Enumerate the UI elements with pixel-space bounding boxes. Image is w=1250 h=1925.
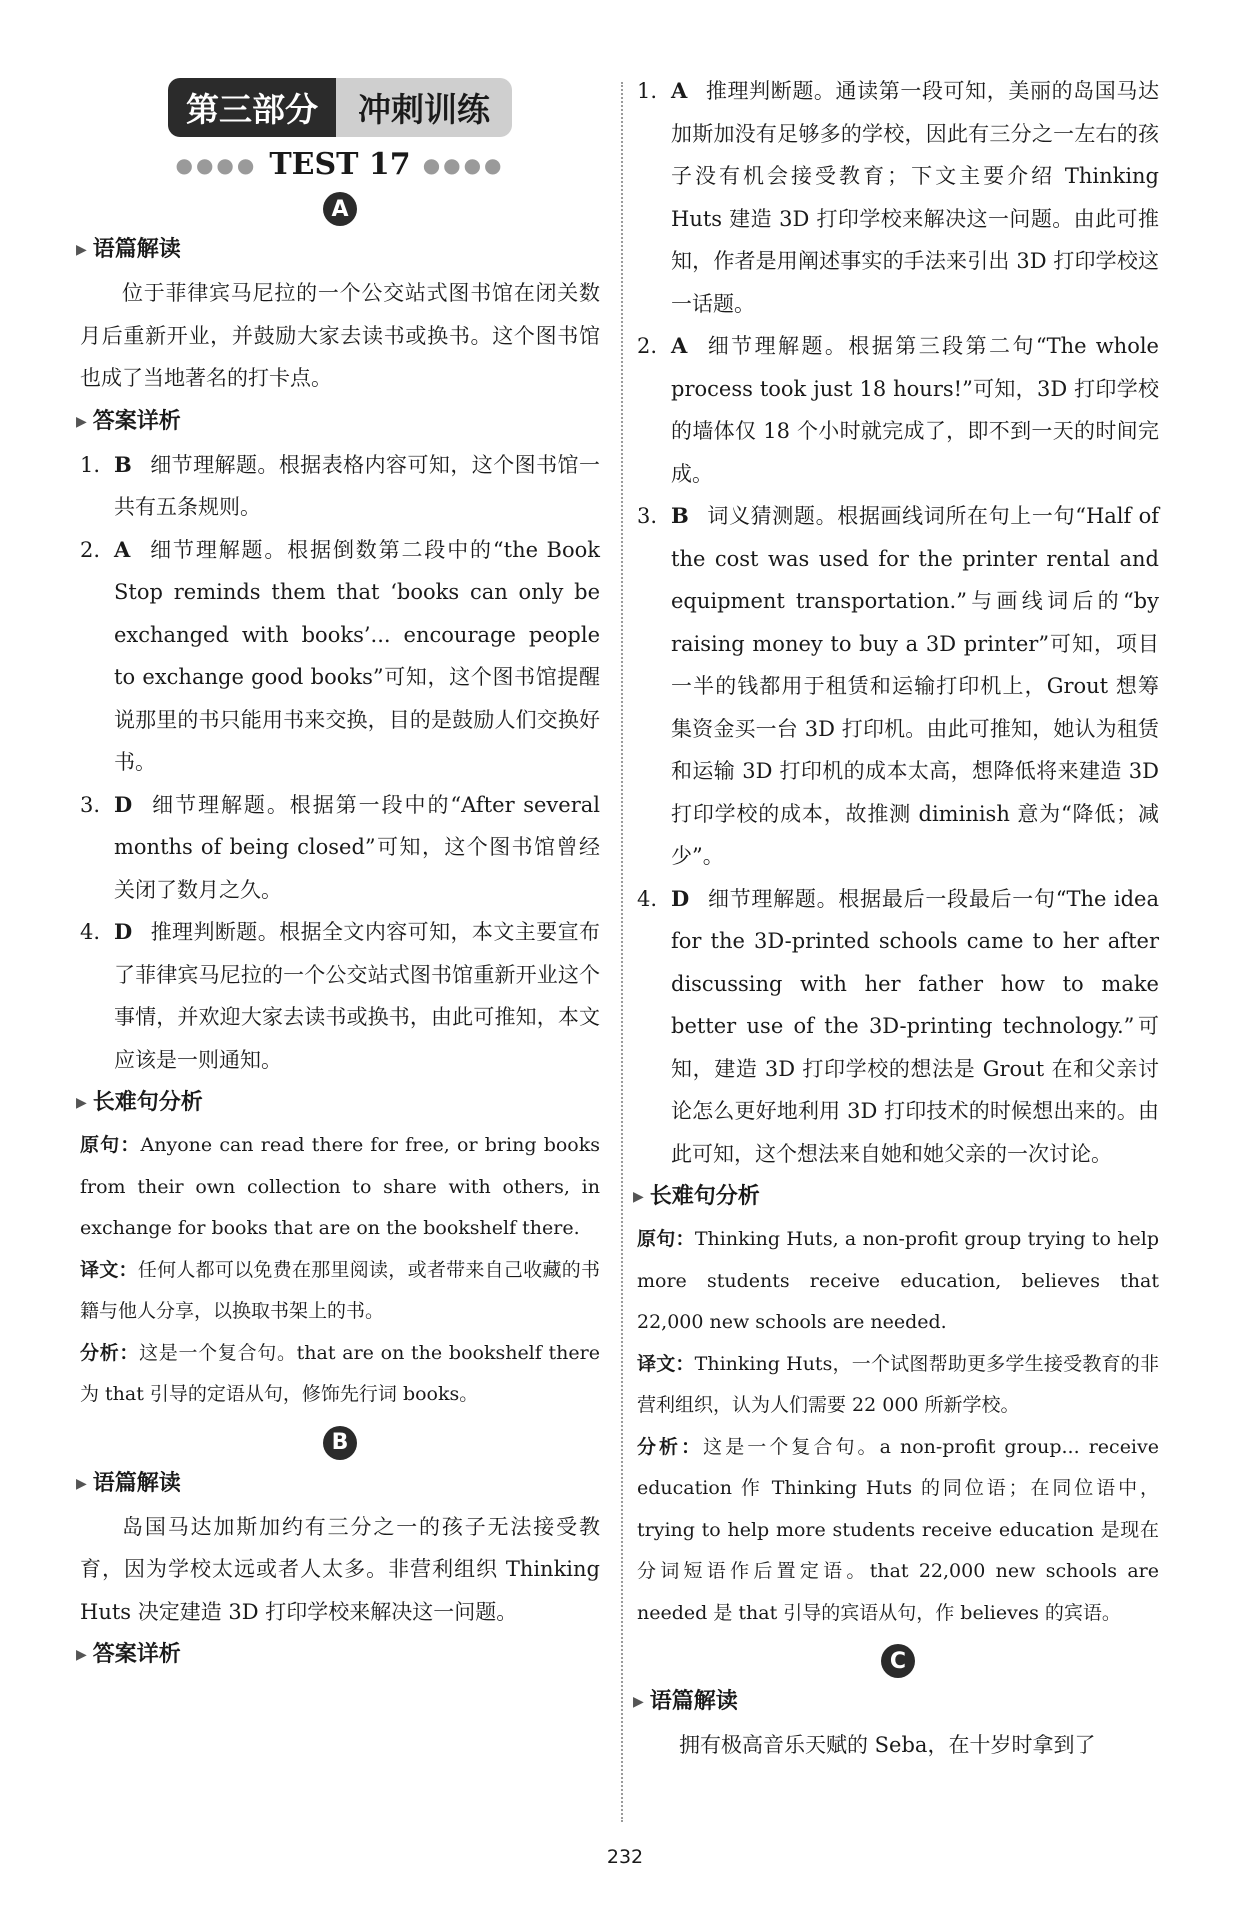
analysis-text: 这是一个复合句。a non-profit group... receive education 作 Thinking Huts 的同位语；在同位语中，trying to help more students receive education 是现在分词短语作后置定语。that 22,000 new schools are needed 是 that 引导的宾语从句，作 believes 的宾语。: [637, 1435, 1159, 1624]
answer-text: 词义猜测题。根据画线词所在句上一句“Half of the cost was used for the printer rental and equipment transportation.”与画线词后的“by raising money to buy a 3D printer”可知，项目一半的钱都用于租赁和运输打印机上，Grout 想筹集资金买一台 3D 打印机。由此可推知，她认为租赁和运输 3D 打印机的成本太高，想降低将来建造 3D 打印学校的成本，故推测 diminish 意为“降低；减少”。: [671, 504, 1159, 868]
analysis: [637, 1427, 1159, 1635]
answer-item: [80, 784, 600, 912]
answer-body: [671, 878, 1159, 1176]
answer-text: 细节理解题。根据最后一段最后一句“The idea for the 3D-printed schools came to her after discussing with her father how to make better use of the 3D-printing technology.”可知，建造 3D 打印学校的想法是 Grout 在和父亲讨论怎么更好地利用 3D 打印技术的时候想出来的。由此可知，这个想法来自她和她父亲的一次讨论。: [671, 886, 1159, 1166]
answer-number: 1.: [637, 79, 658, 103]
triangle-icon: ▶: [633, 1189, 644, 1205]
section-c-reading-heading: [633, 1684, 1159, 1720]
dots-right: ●●●●: [422, 152, 505, 177]
answer-text: 推理判断题。通读第一段可知，美丽的岛国马达加斯加没有足够多的学校，因此有三分之一左右的孩子没有机会接受教育；下文主要介绍 Thinking Huts 建造 3D 打印学校来解决这一问题。由此可推知，作者是用阐述事实的手法来引出 3D 打印学校这一话题。: [671, 79, 1159, 316]
original-text: Anyone can read there for free, or bring books from their own collection to share with others, in exchange for books that are on the bookshelf there.: [80, 1134, 600, 1239]
original-label: 原句：: [637, 1228, 695, 1250]
answer-number: 1.: [80, 452, 101, 477]
section-a-reading-heading: [76, 232, 600, 268]
answer-letter: D: [114, 791, 133, 817]
part-name: 冲刺训练: [336, 78, 512, 137]
answer-text: 细节理解题。根据倒数第二段中的“the Book Stop reminds them that ‘books can only be exchanged with books’... encourage people to exchange good books”可知，这个图书馆提醒说那里的书只能用书来交换，目的是鼓励人们交换好书。: [114, 537, 600, 774]
heading-text: 语篇解读: [92, 1470, 181, 1496]
translation-label: 译文：: [637, 1352, 695, 1375]
heading-text: 语篇解读: [649, 1689, 738, 1714]
answer-letter: B: [671, 503, 689, 528]
answer-letter: A: [114, 536, 131, 562]
section-b-marker: [80, 1426, 600, 1460]
answer-item: [80, 444, 600, 529]
section-a-letter: A: [323, 192, 357, 226]
triangle-icon: ▶: [76, 1647, 87, 1663]
answer-text: 细节理解题。根据表格内容可知，这个图书馆一共有五条规则。: [114, 452, 600, 519]
section-a-answers-heading: [76, 404, 600, 440]
page-number: 232: [606, 1846, 644, 1868]
analysis-label: 分析：: [80, 1341, 140, 1364]
answer-body: [671, 495, 1159, 878]
answer-letter: D: [114, 919, 133, 944]
right-column: [633, 70, 1159, 1767]
answer-number: 4.: [80, 920, 101, 944]
triangle-icon: ▶: [76, 1475, 87, 1492]
heading-text: 语篇解读: [92, 237, 181, 262]
part-banner: [80, 78, 600, 137]
answer-item: [637, 878, 1159, 1176]
heading-text: 长难句分析: [92, 1090, 203, 1115]
answer-letter: B: [114, 451, 132, 477]
left-column: [76, 70, 600, 1677]
heading-text: 答案详析: [92, 1642, 181, 1667]
analysis-text: 这是一个复合句。that are on the bookshelf there 为 that 引导的定语从句，修饰先行词 books。: [80, 1341, 600, 1405]
triangle-icon: ▶: [76, 242, 87, 258]
answer-item: [637, 325, 1159, 495]
original-sentence: [80, 1125, 600, 1250]
answer-letter: A: [671, 78, 688, 103]
original-text: Thinking Huts, a non-profit group trying to help more students receive education, believes that 22,000 new schools are needed.: [637, 1228, 1159, 1333]
column-divider: [621, 82, 623, 1822]
section-b-reading-heading: [76, 1466, 600, 1502]
translation: [637, 1344, 1159, 1427]
original-sentence: [637, 1219, 1159, 1344]
answer-body: [114, 911, 600, 1081]
answer-body: [114, 444, 600, 529]
answer-item: [637, 70, 1159, 325]
section-b-reading-text: 岛国马达加斯加约有三分之一的孩子无法接受教育，因为学校太远或者人太多。非营利组织 Thinking Huts 决定建造 3D 打印学校来解决这一问题。: [80, 1514, 600, 1624]
answer-text: 推理判断题。根据全文内容可知，本文主要宣布了菲律宾马尼拉的一个公交站式图书馆重新开业这个事情，并欢迎大家去读书或换书，由此可推知，本文应该是一则通知。: [114, 920, 600, 1072]
triangle-icon: ▶: [76, 413, 87, 430]
answer-number: 3.: [80, 792, 101, 817]
analysis-label: 分析：: [637, 1435, 704, 1458]
original-label: 原句：: [80, 1134, 141, 1156]
section-c-marker: [637, 1644, 1159, 1678]
test-title: TEST 17: [269, 147, 411, 182]
answer-letter: D: [671, 885, 690, 911]
triangle-icon: ▶: [76, 1095, 87, 1111]
translation-text: Thinking Huts，一个试图帮助更多学生接受教育的非营利组织，认为人们需要 22 000 所新学校。: [637, 1352, 1159, 1416]
test-title-row: [80, 147, 600, 182]
translation-label: 译文：: [80, 1258, 138, 1281]
dots-left: ●●●●: [175, 152, 258, 177]
answer-text: 细节理解题。根据第三段第二句“The whole process took just 18 hours!”可知，3D 打印学校的墙体仅 18 个小时就完成了，即不到一天的时间完成。: [671, 334, 1159, 486]
analysis: [80, 1333, 600, 1416]
answer-number: 4.: [637, 886, 658, 911]
answer-number: 2.: [637, 334, 658, 358]
answer-item: [80, 529, 600, 784]
section-b-sentence-heading: [633, 1179, 1159, 1215]
section-a-reading-text: 位于菲律宾马尼拉的一个公交站式图书馆在闭关数月后重新开业，并鼓励大家去读书或换书。这个图书馆也成了当地著名的打卡点。: [80, 281, 600, 390]
translation: [80, 1250, 600, 1333]
section-c-letter: C: [881, 1644, 915, 1678]
answer-item: [637, 495, 1159, 878]
section-a-marker: [80, 192, 600, 226]
part-label: 第三部分: [168, 78, 336, 137]
answer-item: [80, 911, 600, 1081]
answer-number: 3.: [637, 504, 658, 528]
answer-text: 细节理解题。根据第一段中的“After several months of being closed”可知，这个图书馆曾经关闭了数月之久。: [114, 792, 600, 902]
answer-body: [114, 529, 600, 784]
heading-text: 答案详析: [92, 408, 181, 434]
section-a-sentence-heading: [76, 1085, 600, 1121]
heading-text: 长难句分析: [649, 1184, 760, 1209]
triangle-icon: ▶: [633, 1694, 644, 1710]
section-b-answers-heading: [76, 1637, 600, 1673]
section-c-reading-text: 拥有极高音乐天赋的 Seba，在十岁时拿到了: [679, 1733, 1096, 1757]
answer-number: 2.: [80, 537, 101, 562]
translation-text: 任何人都可以免费在那里阅读，或者带来自己收藏的书籍与他人分享，以换取书架上的书。: [80, 1258, 600, 1322]
section-b-letter: B: [323, 1426, 357, 1460]
answer-letter: A: [671, 333, 688, 358]
answer-body: [671, 70, 1159, 325]
answer-body: [671, 325, 1159, 495]
answer-body: [114, 784, 600, 912]
